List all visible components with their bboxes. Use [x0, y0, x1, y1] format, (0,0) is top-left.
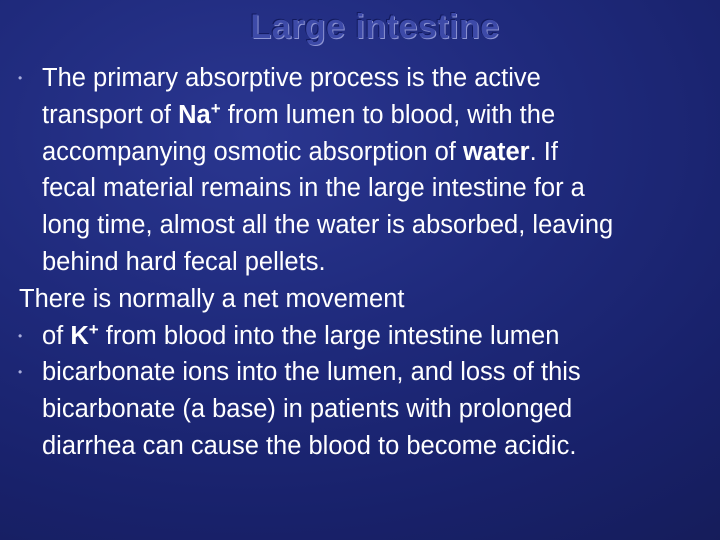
body-line — [0, 318, 720, 355]
body-line — [0, 391, 720, 428]
text-run: bicarbonate ions into the lumen, and loss of this — [42, 358, 581, 387]
text-run: from blood into the large intestine lumen — [98, 321, 560, 350]
slide-title: Large intestine — [250, 8, 500, 46]
body-line — [0, 281, 720, 318]
bullet-icon: • — [18, 71, 23, 85]
sodium-symbol: Na — [178, 100, 211, 129]
text-run: fecal material remains in the large intestine for a — [42, 174, 585, 203]
text-run: There is normally a net movement — [19, 284, 405, 313]
body-line — [0, 60, 720, 97]
charge-superscript: + — [210, 98, 221, 118]
slide-body — [0, 60, 720, 465]
bullet-icon: • — [18, 365, 23, 380]
text-run: bicarbonate (a base) in patients with prolonged — [42, 395, 573, 424]
body-line — [0, 428, 720, 465]
charge-superscript: + — [88, 319, 99, 339]
body-line — [0, 354, 720, 391]
text-run: The primary absorptive process is the active — [42, 64, 541, 92]
bullet-icon: • — [18, 328, 23, 343]
text-run: behind hard fecal pellets. — [42, 247, 326, 276]
body-line — [0, 134, 720, 171]
text-run: long time, almost all the water is absorbed, leaving — [42, 211, 614, 240]
text-run: diarrhea can cause the blood to become acidic. — [42, 431, 577, 460]
water-term: water — [462, 137, 530, 166]
text-run: transport of — [42, 100, 179, 129]
text-run: from lumen to blood, with the — [220, 100, 556, 129]
text-run: accompanying osmotic absorption of — [42, 137, 463, 166]
body-line — [0, 97, 720, 134]
text-run: . If — [529, 137, 558, 166]
body-line — [0, 207, 720, 244]
text-run: of — [42, 321, 71, 350]
body-line — [0, 244, 720, 281]
potassium-symbol: K — [70, 321, 89, 350]
body-line — [0, 170, 720, 207]
